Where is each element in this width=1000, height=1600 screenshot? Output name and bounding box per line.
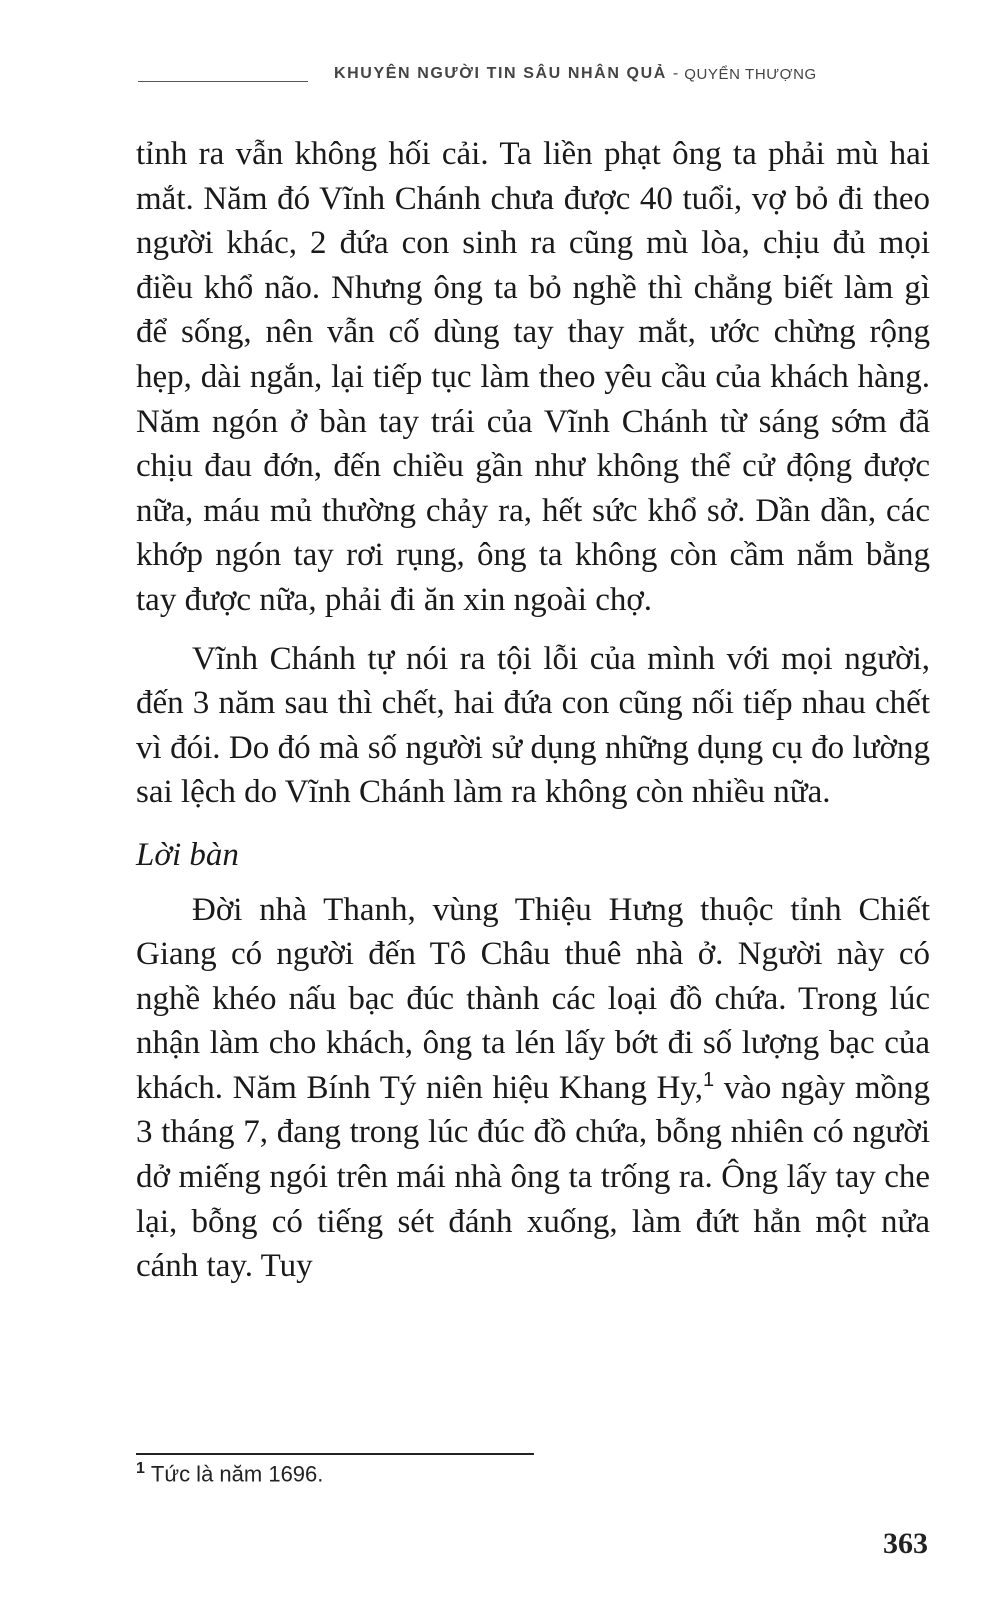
section-heading: Lời bàn — [136, 836, 239, 873]
footnote-text: Tức là năm 1696. — [150, 1461, 324, 1487]
commentary-text-before: Đời nhà Thanh, vùng Thiệu Hưng thuộc tỉnh Chiết Giang có người đến Tô Châu thuê nhà ở. Người này có nghề khéo nấu bạc đúc thành các loại đồ chứa. Trong lúc nhận làm cho khách, ông ta lén lấy bớt đi số lượng bạc của khách. Năm Bính Tý niên hiệu Khang Hy, — [136, 891, 930, 1106]
book-title: KHUYÊN NGƯỜI TIN SÂU NHÂN QUẢ — [334, 65, 667, 82]
running-header — [138, 62, 928, 86]
volume-label: QUYỂN THƯỢNG — [684, 65, 817, 83]
footnote — [136, 1460, 323, 1487]
page-number: 363 — [883, 1527, 928, 1560]
footnote-number: 1 — [136, 1460, 145, 1477]
footnote-rule — [136, 1453, 534, 1455]
page-body — [136, 132, 930, 1289]
paragraph-continuation: tỉnh ra vẫn không hối cải. Ta liền phạt ông ta phải mù hai mắt. Năm đó Vĩnh Chánh chưa được 40 tuổi, vợ bỏ đi theo người khác, 2 đứa con sinh ra cũng mù lòa, chịu đủ mọi điều khổ não. Nhưng ông ta bỏ nghề thì chẳng biết làm gì để sống, nên vẫn cố dùng tay thay mắt, ước chừng rộng hẹp, dài ngắn, lại tiếp tục làm theo yêu cầu của khách hàng. Năm ngón ở bàn tay trái của Vĩnh Chánh từ sáng sớm đã chịu đau đớn, đến chiều gần như không thể cử động được nữa, máu mủ thường chảy ra, hết sức khổ sở. Dần dần, các khớp ngón tay rơi rụng, ông ta không còn cầm nắm bằng tay được nữa, phải đi ăn xin ngoài chợ. — [136, 136, 930, 618]
header-rule — [138, 81, 308, 82]
commentary-text-after: vào ngày mồng 3 tháng 7, đang trong lúc đúc đồ chứa, bỗng nhiên có người dở miếng ngói trên mái nhà ông ta trống ra. Ông lấy tay che lại, bỗng có tiếng sét đánh xuống, làm đứt hẳn một nửa cánh tay. Tuy — [136, 1069, 930, 1285]
footnote-reference[interactable]: 1 — [702, 1068, 715, 1091]
commentary-paragraph — [136, 888, 930, 1289]
header-separator: - — [672, 65, 679, 82]
paragraph: Vĩnh Chánh tự nói ra tội lỗi của mình với mọi người, đến 3 năm sau thì chết, hai đứa con cũng nối tiếp nhau chết vì đói. Do đó mà số người sử dụng những dụng cụ đo lường sai lệch do Vĩnh Chánh làm ra không còn nhiều nữa. — [136, 640, 930, 811]
